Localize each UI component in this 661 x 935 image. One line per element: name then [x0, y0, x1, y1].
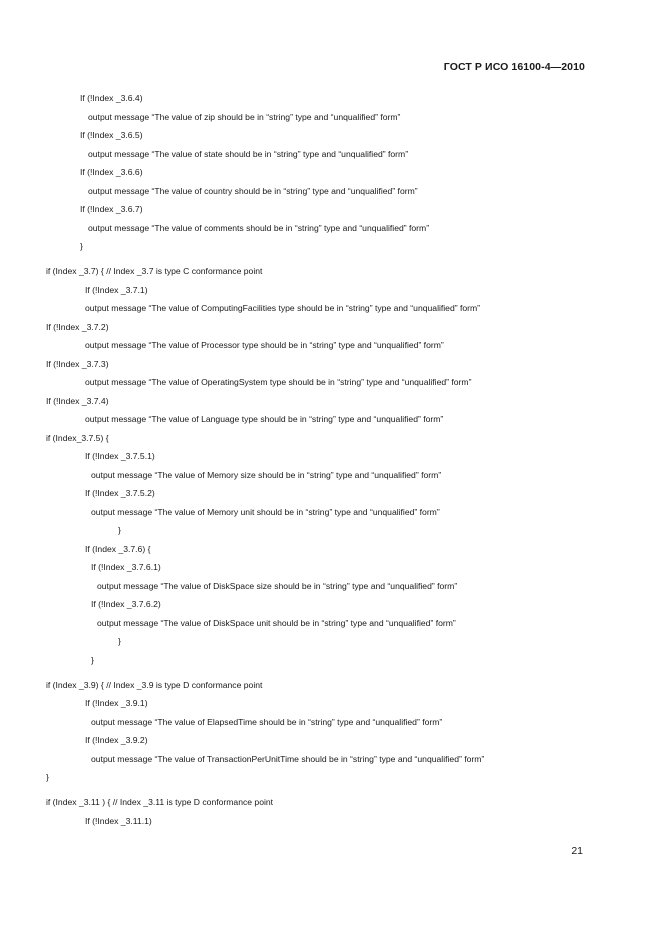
- code-line: If (!Index _3.7.4): [46, 396, 109, 406]
- code-line: If (Index _3.7.6) {: [85, 544, 151, 554]
- code-line: output message “The value of Memory size should be in “string” type and “unqualified” form”: [91, 470, 442, 480]
- document-header: ГОСТ Р ИСО 16100-4—2010: [443, 61, 585, 73]
- code-line: If (!Index _3.6.5): [80, 130, 143, 140]
- code-line: output message “The value of comments should be in “string” type and “unqualified” form”: [88, 223, 430, 233]
- page-number: 21: [571, 845, 583, 857]
- code-line: output message “The value of ComputingFacilities type should be in “string” type and “unqualified” form”: [85, 303, 481, 313]
- code-line: }: [91, 655, 94, 665]
- code-line: If (!Index _3.9.1): [85, 698, 148, 708]
- code-line: output message “The value of zip should be in “string” type and “unqualified” form”: [88, 112, 401, 122]
- code-line: If (!Index _3.7.6.1): [91, 562, 161, 572]
- code-line: if (Index _3.9) { // Index _3.9 is type D conformance point: [46, 680, 263, 690]
- code-line: output message “The value of Memory unit should be in “string” type and “unqualified” form”: [91, 507, 440, 517]
- code-line: If (!Index _3.11.1): [85, 816, 152, 826]
- code-line: }: [80, 241, 83, 251]
- code-line: output message “The value of ElapsedTime should be in “string” type and “unqualified” form”: [91, 717, 443, 727]
- code-line: If (!Index _3.9.2): [85, 735, 148, 745]
- code-line: output message “The value of Language type should be in “string” type and “unqualified” form”: [85, 414, 444, 424]
- code-line: }: [118, 636, 121, 646]
- code-line: output message “The value of DiskSpace size should be in “string” type and “unqualified” form”: [97, 581, 458, 591]
- code-line: if (Index _3.11 ) { // Index _3.11 is type D conformance point: [46, 797, 274, 807]
- code-line: If (!Index _3.6.6): [80, 167, 143, 177]
- code-line: if (Index_3.7.5) {: [46, 433, 109, 443]
- code-line: output message “The value of country should be in “string” type and “unqualified” form”: [88, 186, 418, 196]
- code-line: output message “The value of Processor type should be in “string” type and “unqualified” form”: [85, 340, 444, 350]
- code-line: If (!Index _3.7.1): [85, 285, 148, 295]
- code-line: }: [46, 772, 49, 782]
- code-line: If (!Index _3.6.7): [80, 204, 143, 214]
- code-line: If (!Index _3.7.5.1): [85, 451, 155, 461]
- code-line: output message “The value of DiskSpace unit should be in “string” type and “unqualified” form”: [97, 618, 456, 628]
- code-line: If (!Index _3.7.2): [46, 322, 109, 332]
- code-line: output message “The value of OperatingSystem type should be in “string” type and “unqualified” form”: [85, 377, 472, 387]
- code-line: output message “The value of state should be in “string” type and “unqualified” form”: [88, 149, 409, 159]
- code-line: if (Index _3.7) { // Index _3.7 is type C conformance point: [46, 266, 263, 276]
- code-line: }: [118, 525, 121, 535]
- code-line: If (!Index _3.7.6.2): [91, 599, 161, 609]
- code-line: If (!Index _3.6.4): [80, 93, 143, 103]
- code-line: If (!Index _3.7.5.2): [85, 488, 155, 498]
- code-line: output message “The value of TransactionPerUnitTime should be in “string” type and “unqualified” form”: [91, 754, 485, 764]
- code-line: If (!Index _3.7.3): [46, 359, 109, 369]
